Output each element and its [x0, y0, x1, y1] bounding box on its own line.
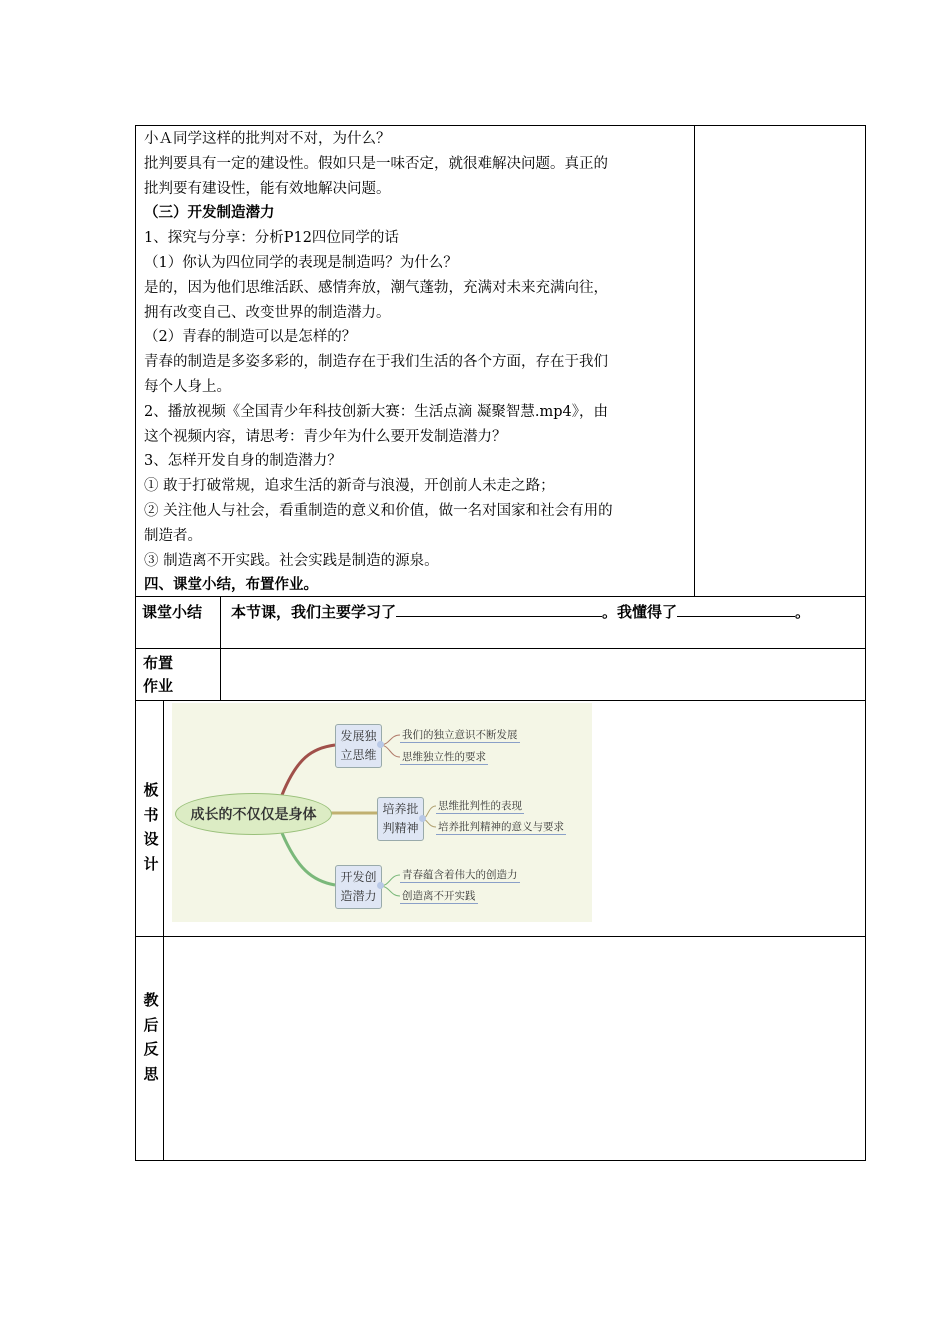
branch-title: 培养批	[382, 802, 419, 816]
text-line: 3、怎样开发自身的制造潜力？	[144, 453, 342, 470]
table-divider	[694, 125, 695, 596]
mind-map-leaf: 思维独立性的要求	[402, 751, 486, 763]
branch-title: 开发创	[340, 870, 377, 884]
summary-text: 。我懂得了	[602, 603, 678, 621]
summary-sentence	[231, 601, 810, 622]
branch-title: 发展独	[340, 729, 377, 743]
mind-map-branch	[377, 797, 424, 841]
label-char: 后	[143, 1015, 159, 1034]
expand-dot-icon	[377, 882, 384, 889]
text-line: ① 敢于打破常规，追求生活的新奇与浪漫，开创前人未走之路；	[144, 478, 555, 495]
table-divider	[135, 936, 866, 937]
text-line: （1）你认为四位同学的表现是制造吗？为什么？	[144, 254, 458, 271]
summary-text: 本节课，我们主要学习了	[231, 603, 397, 621]
expand-dot-icon	[419, 815, 426, 822]
fill-blank	[396, 602, 602, 617]
text-line: 1、探究与分享：分析P12四位同学的话	[144, 230, 399, 247]
summary-label: 课堂小结	[142, 603, 203, 621]
mind-map-leaf: 培养批判精神的意义与要求	[438, 821, 564, 833]
text-line: 这个视频内容，请思考：青少年为什么要开发制造潜力？	[144, 428, 507, 445]
mind-map	[172, 703, 592, 922]
label-char: 板	[143, 781, 159, 799]
fill-blank	[677, 602, 795, 617]
branch-title: 立思维	[340, 748, 377, 762]
text-line: ② 关注他人与社会，看重制造的意义和价值，做一名对国家和社会有用的	[144, 502, 613, 519]
mind-map-center: 成长的不仅仅是身体	[175, 793, 332, 835]
table-divider	[135, 700, 866, 701]
table-divider	[163, 700, 164, 1161]
homework-label	[143, 652, 173, 698]
mind-map-leaf: 创造离不开实践	[402, 890, 476, 902]
mind-map-leaf: 我们的独立意识不断发展	[402, 729, 518, 741]
text-line: 批判要有建设性，能有效地解决问题。	[144, 180, 391, 197]
text-line: 拥有改变自己、改变世界的制造潜力。	[144, 304, 391, 321]
text-line: （2）青春的制造可以是怎样的？	[144, 329, 357, 346]
text-line: 制造者。	[144, 527, 202, 544]
mind-map-leaf: 青春蕴含着伟大的创造力	[402, 869, 518, 881]
mind-map-leaf: 思维批判性的表现	[438, 800, 522, 812]
mind-map-branch	[335, 865, 382, 909]
reflection-label	[141, 988, 161, 1086]
label-char: 书	[143, 805, 159, 824]
homework-label-line: 作业	[143, 677, 174, 695]
label-char: 反	[143, 1040, 159, 1058]
text-line: 每个人身上。	[144, 378, 231, 395]
text-line: 青春的制造是多姿多彩的，制造存在于我们生活的各个方面，存在于我们	[144, 354, 608, 371]
mind-map-branch	[335, 724, 382, 768]
text-line: 批判要具有一定的建设性。假如只是一味否定，就很难解决问题。真正的	[144, 155, 608, 172]
branch-title: 造潜力	[340, 889, 377, 903]
text-line: 小Ａ同学这样的批判对不对，为什么？	[144, 131, 391, 147]
text-line: 2、播放视频《全国青少年科技创新大赛：生活点滴 凝聚智慧.mp4》，由	[144, 403, 608, 420]
label-char: 设	[143, 830, 159, 848]
homework-label-line: 布置	[143, 654, 174, 672]
label-char: 思	[143, 1064, 159, 1083]
text-line: 是的，因为他们思维活跃、感情奔放，潮气蓬勃，充满对未来充满向往，	[144, 279, 608, 296]
label-char: 教	[143, 991, 159, 1009]
section-heading: 四、课堂小结，布置作业。	[144, 576, 318, 594]
branch-title: 判精神	[382, 821, 419, 835]
label-char: 计	[143, 854, 159, 873]
board-design-label	[141, 778, 161, 876]
expand-dot-icon	[377, 741, 384, 748]
text-line: ③ 制造离不开实践。社会实践是制造的源泉。	[144, 552, 439, 569]
section-heading: （三）开发制造潜力	[144, 204, 275, 222]
table-divider	[135, 648, 866, 649]
summary-text: 。	[795, 603, 811, 621]
teaching-process-text	[144, 127, 689, 598]
